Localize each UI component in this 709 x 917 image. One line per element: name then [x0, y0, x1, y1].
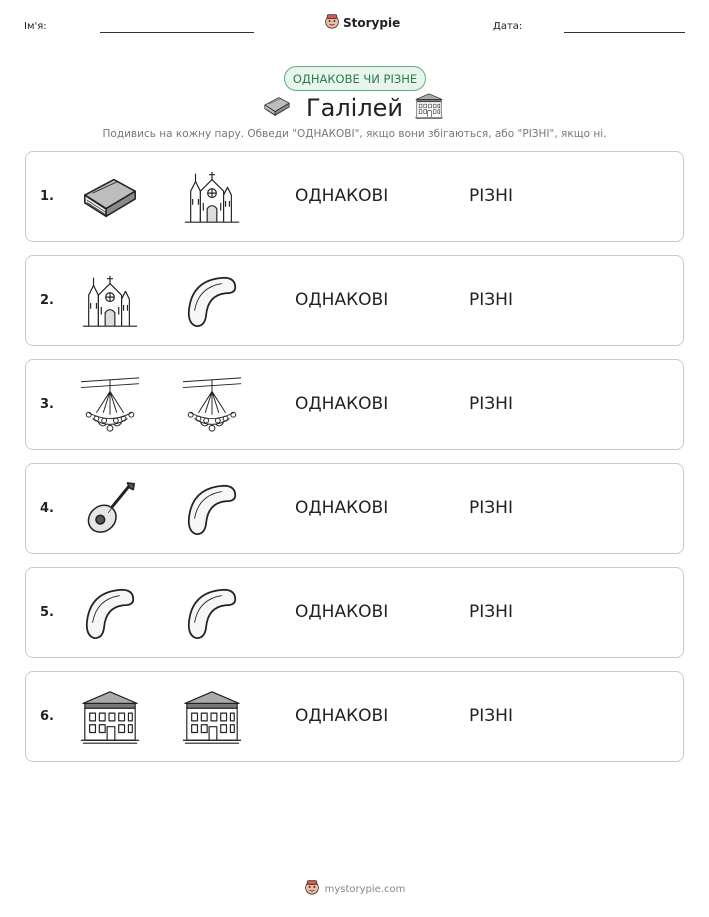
question-row: [25, 463, 684, 554]
same-option[interactable]: ОДНАКОВІ: [295, 394, 389, 414]
museum-icon: [79, 686, 141, 748]
storypie-logo-icon: [304, 879, 320, 899]
question-row: [25, 359, 684, 450]
museum-icon: [414, 91, 446, 123]
footer-site: mystorypie.com: [324, 883, 406, 895]
same-option[interactable]: ОДНАКОВІ: [295, 602, 389, 622]
lens-icon: [181, 270, 243, 332]
storypie-logo-icon: [324, 13, 340, 33]
chandelier-icon: [181, 374, 243, 436]
different-option[interactable]: РІЗНІ: [469, 290, 513, 310]
cathedral-icon: [181, 166, 243, 228]
brand: [324, 13, 400, 33]
same-option[interactable]: ОДНАКОВІ: [295, 498, 389, 518]
instructions: Подивись на кожну пару. Обведи "ОДНАКОВІ", якщо вони збігаються, або "РІЗНІ", якщо ні.: [102, 128, 607, 140]
date-line[interactable]: [564, 32, 685, 33]
same-option[interactable]: ОДНАКОВІ: [295, 290, 389, 310]
footer: [0, 879, 709, 899]
question-number: 6.: [40, 709, 54, 724]
different-option[interactable]: РІЗНІ: [469, 706, 513, 726]
name-label: Ім'я:: [24, 21, 47, 32]
question-row: [25, 151, 684, 242]
worksheet-tag: ОДНАКОВЕ ЧИ РІЗНЕ: [284, 66, 426, 91]
different-option[interactable]: РІЗНІ: [469, 602, 513, 622]
different-option[interactable]: РІЗНІ: [469, 186, 513, 206]
question-row: [25, 255, 684, 346]
chandelier-icon: [79, 374, 141, 436]
lens-icon: [79, 582, 141, 644]
question-number: 2.: [40, 293, 54, 308]
question-number: 1.: [40, 189, 54, 204]
lens-icon: [181, 478, 243, 540]
lens-icon: [181, 582, 243, 644]
brand-name: Storypie: [343, 16, 401, 30]
lute-icon: [79, 478, 141, 540]
question-number: 4.: [40, 501, 54, 516]
question-row: [25, 567, 684, 658]
same-option[interactable]: ОДНАКОВІ: [295, 186, 389, 206]
book-icon: [79, 166, 141, 228]
different-option[interactable]: РІЗНІ: [469, 394, 513, 414]
name-line[interactable]: [100, 32, 254, 33]
question-number: 3.: [40, 397, 54, 412]
question-number: 5.: [40, 605, 54, 620]
same-option[interactable]: ОДНАКОВІ: [295, 706, 389, 726]
museum-icon: [181, 686, 243, 748]
cathedral-icon: [79, 270, 141, 332]
date-label: Дата:: [493, 21, 523, 32]
page-title: Галілей: [305, 94, 404, 122]
different-option[interactable]: РІЗНІ: [469, 498, 513, 518]
question-row: [25, 671, 684, 762]
